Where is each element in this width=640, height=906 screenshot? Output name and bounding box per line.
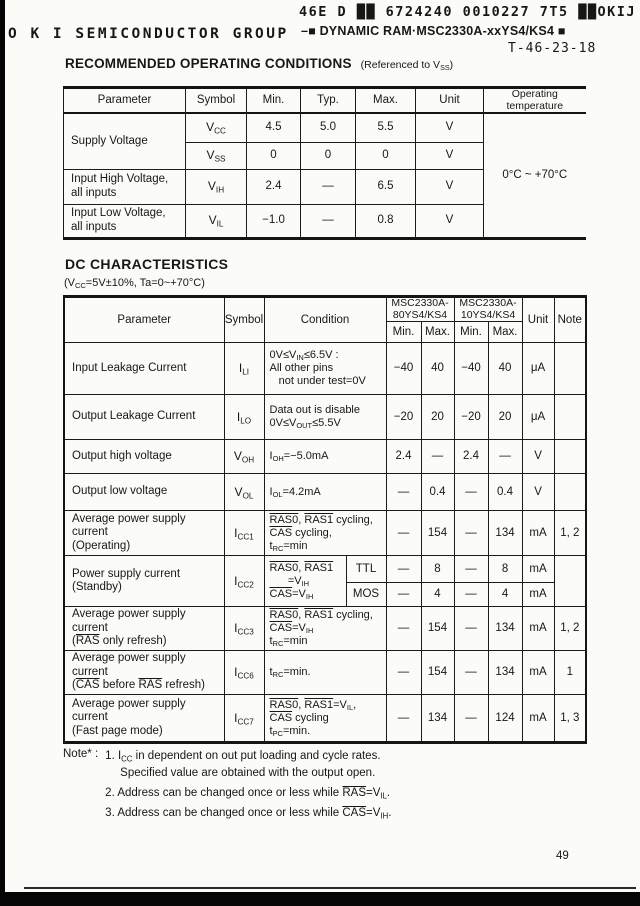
unit-cell: mA xyxy=(522,511,554,556)
unit-cell: μA xyxy=(522,343,554,395)
col-header-typ: Typ. xyxy=(301,88,356,114)
min80-cell: 2.4 xyxy=(386,440,421,474)
symbol-cell: $I_{CC7}$ xyxy=(224,695,264,743)
unit-cell: mA xyxy=(522,607,554,651)
col-header-parameter: Parameter xyxy=(64,88,186,114)
note-item-1-continued: Specified value are obtained with the output open. xyxy=(120,767,376,779)
unit-cell: mA xyxy=(522,695,554,743)
min-cell: −1.0 xyxy=(247,204,301,238)
max10-cell: 134 xyxy=(488,511,522,556)
symbol-cell: $V_{IH}$ xyxy=(186,169,247,204)
col-group-msc2330a-80: MSC2330A- 80YS4/KS4 xyxy=(386,297,454,322)
unit-cell: μA xyxy=(522,395,554,440)
note-cell: 1, 3 xyxy=(554,695,586,743)
unit-cell: mA xyxy=(522,556,554,583)
oki-group-logo-text: O K I SEMICONDUCTOR GROUP xyxy=(8,26,289,42)
max80-cell: 154 xyxy=(421,651,454,695)
col-header-operating-temperature: Operating temperature xyxy=(484,88,586,114)
symbol-cell: $V_{OL}$ xyxy=(224,474,264,511)
condition-cell: RAS0, $RAS1=V_{IL}$, $\overline{CAS}$ cycling $t_{PC}=\min$. xyxy=(264,695,386,743)
min10-cell: — xyxy=(454,511,488,556)
max-cell: 0.8 xyxy=(356,204,416,238)
scan-edge-bottom xyxy=(0,892,640,906)
col-header-max: Max. xyxy=(488,322,522,343)
table-header-row xyxy=(64,88,586,114)
condition-cell: $I_{OH}=-5.0mA$ xyxy=(264,440,386,474)
unit-cell: V xyxy=(522,440,554,474)
symbol-cell: $V_{OH}$ xyxy=(224,440,264,474)
min80-cell: — xyxy=(386,695,421,743)
section-title: RECOMMENDED OPERATING CONDITIONS xyxy=(65,56,352,71)
min10-cell: — xyxy=(454,607,488,651)
operating-temperature-cell: 0°C ~ +70°C xyxy=(484,113,586,238)
min10-cell: — xyxy=(454,556,488,583)
notes-list xyxy=(105,748,391,822)
symbol-cell: $I_{LO}$ xyxy=(224,395,264,440)
max80-cell: 134 xyxy=(421,695,454,743)
row-output-high-voltage xyxy=(64,440,586,474)
max-cell: 5.5 xyxy=(356,113,416,142)
condition-cell: $I_{OL}=4.2mA$ xyxy=(264,474,386,511)
note-cell xyxy=(554,343,586,395)
col-header-min: Min. xyxy=(247,88,301,114)
col-header-min: Min. xyxy=(386,322,421,343)
min80-cell: — xyxy=(386,583,421,607)
mode-cell: MOS xyxy=(346,583,386,607)
table-header-row xyxy=(64,297,586,322)
param-cell: Average power supply current ($\overline{RAS}$ only refresh) xyxy=(64,607,224,651)
max80-cell: 0.4 xyxy=(421,474,454,511)
param-cell: Output low voltage xyxy=(64,474,224,511)
max80-cell: — xyxy=(421,440,454,474)
typ-cell: 0 xyxy=(301,142,356,169)
dc-characteristics-table xyxy=(63,295,587,744)
page-number: 49 xyxy=(556,850,569,862)
note-cell: 1 xyxy=(554,651,586,695)
param-cell: Output Leakage Current xyxy=(64,395,224,440)
note-item-2: 2. Address can be changed once or less while $\overline{RAS}=V_{IL}$. xyxy=(105,787,391,801)
col-group-msc2330a-10: MSC2330A- 10YS4/KS4 xyxy=(454,297,522,322)
condition-cell: RAS0, RAS1 cycling, $\overline{CAS}=V_{IH}$ $t_{RC}=\min$ xyxy=(264,607,386,651)
param-cell: Input High Voltage, all inputs xyxy=(64,169,186,204)
max10-cell: 8 xyxy=(488,556,522,583)
unit-cell: mA xyxy=(522,583,554,607)
param-cell: Average power supply current (Operating) xyxy=(64,511,224,556)
mode-cell: TTL xyxy=(346,556,386,583)
row-cas-before-ras-refresh xyxy=(64,651,586,695)
max80-cell: 4 xyxy=(421,583,454,607)
max-cell: 0 xyxy=(356,142,416,169)
col-header-parameter: Parameter xyxy=(64,297,224,343)
unit-cell: V xyxy=(416,204,484,238)
symbol-cell: $I_{CC1}$ xyxy=(224,511,264,556)
min10-cell: — xyxy=(454,651,488,695)
row-supply-voltage-vcc xyxy=(64,113,586,142)
min10-cell: −20 xyxy=(454,395,488,440)
min-cell: 4.5 xyxy=(247,113,301,142)
max10-cell: — xyxy=(488,440,522,474)
max80-cell: 154 xyxy=(421,607,454,651)
note-cell xyxy=(554,474,586,511)
min10-cell: — xyxy=(454,583,488,607)
row-standby-ttl xyxy=(64,556,586,583)
operating-conditions-table xyxy=(63,86,586,240)
symbol-cell: $I_{CC3}$ xyxy=(224,607,264,651)
note-cell xyxy=(554,440,586,474)
param-cell: Average power supply current (Fast page mode) xyxy=(64,695,224,743)
col-header-max: Max. xyxy=(421,322,454,343)
min80-cell: −40 xyxy=(386,343,421,395)
condition-cell: $t_{RC}=\min$. xyxy=(264,651,386,695)
condition-cell: $0V\le V_{IN}\le 6.5V$ : All other pins not under test=0V xyxy=(264,343,386,395)
condition-cell: Data out is disable $0V\le V_{OUT}\le 5.5V$ xyxy=(264,395,386,440)
typ-cell: — xyxy=(301,169,356,204)
min10-cell: −40 xyxy=(454,343,488,395)
notes-section xyxy=(63,748,391,822)
max-cell: 6.5 xyxy=(356,169,416,204)
col-header-symbol: Symbol xyxy=(224,297,264,343)
min10-cell: — xyxy=(454,474,488,511)
max80-cell: 20 xyxy=(421,395,454,440)
max80-cell: 40 xyxy=(421,343,454,395)
condition-cell: RAS0, RAS1 $=V_{IH}$ $\overline{CAS}=V_{IH}$ xyxy=(264,556,346,607)
note-cell xyxy=(554,556,586,607)
max10-cell: 0.4 xyxy=(488,474,522,511)
symbol-cell: $I_{CC6}$ xyxy=(224,651,264,695)
min-cell: 0 xyxy=(247,142,301,169)
min80-cell: −20 xyxy=(386,395,421,440)
max10-cell: 40 xyxy=(488,343,522,395)
symbol-cell: $I_{LI}$ xyxy=(224,343,264,395)
param-cell: Supply Voltage xyxy=(64,113,186,169)
note-item-1: 1. $I_{CC}$ in dependent on out put loading and cycle rates. xyxy=(105,750,381,764)
min80-cell: — xyxy=(386,511,421,556)
ocr-code-line: 46E D ██ 6724240 0010227 7T5 ██OKIJ xyxy=(299,4,636,20)
max10-cell: 124 xyxy=(488,695,522,743)
row-ras-only-refresh xyxy=(64,607,586,651)
max10-cell: 20 xyxy=(488,395,522,440)
unit-cell: V xyxy=(416,113,484,142)
scan-edge-rule xyxy=(24,887,636,889)
scan-edge-left xyxy=(0,0,5,906)
symbol-cell: $V_{IL}$ xyxy=(186,204,247,238)
product-banner: –■ DYNAMIC RAM·MSC2330A-xxYS4/KS4 ■ xyxy=(301,24,566,38)
min80-cell: — xyxy=(386,556,421,583)
col-header-note: Note xyxy=(554,297,586,343)
row-fast-page-mode xyxy=(64,695,586,743)
row-output-low-voltage xyxy=(64,474,586,511)
symbol-cell: $V_{SS}$ xyxy=(186,142,247,169)
row-input-leakage-current xyxy=(64,343,586,395)
col-header-condition: Condition xyxy=(264,297,386,343)
param-cell: Input Leakage Current xyxy=(64,343,224,395)
note-cell: 1, 2 xyxy=(554,511,586,556)
col-header-min: Min. xyxy=(454,322,488,343)
row-avg-power-operating xyxy=(64,511,586,556)
max10-cell: 134 xyxy=(488,607,522,651)
min80-cell: — xyxy=(386,607,421,651)
note-cell: 1, 2 xyxy=(554,607,586,651)
typ-cell: — xyxy=(301,204,356,238)
min-cell: 2.4 xyxy=(247,169,301,204)
recommended-operating-conditions-heading xyxy=(65,55,453,73)
notes-label: Note* : xyxy=(63,748,99,760)
col-header-unit: Unit xyxy=(522,297,554,343)
unit-cell: V xyxy=(416,169,484,204)
param-cell: Power supply current (Standby) xyxy=(64,556,224,607)
symbol-cell: $V_{CC}$ xyxy=(186,113,247,142)
note-cell xyxy=(554,395,586,440)
dc-characteristics-heading: DC CHARACTERISTICS xyxy=(65,256,229,272)
typ-cell: 5.0 xyxy=(301,113,356,142)
section-subtitle: (Referenced to $V_{SS}$) xyxy=(360,59,454,73)
min80-cell: — xyxy=(386,651,421,695)
col-header-symbol: Symbol xyxy=(186,88,247,114)
col-header-unit: Unit xyxy=(416,88,484,114)
max10-cell: 4 xyxy=(488,583,522,607)
col-header-max: Max. xyxy=(356,88,416,114)
max80-cell: 8 xyxy=(421,556,454,583)
condition-cell: RAS0, RAS1 cycling, $\overline{CAS}$ cycling, $t_{RC}=\min$ xyxy=(264,511,386,556)
doc-code: T-46-23-18 xyxy=(508,41,597,56)
unit-cell: mA xyxy=(522,651,554,695)
max10-cell: 134 xyxy=(488,651,522,695)
param-cell: Output high voltage xyxy=(64,440,224,474)
min80-cell: — xyxy=(386,474,421,511)
note-item-3: 3. Address can be changed once or less while $\overline{CAS}=V_{IH}$. xyxy=(105,807,392,821)
unit-cell: V xyxy=(522,474,554,511)
param-cell: Input Low Voltage, all inputs xyxy=(64,204,186,238)
min10-cell: 2.4 xyxy=(454,440,488,474)
dc-characteristics-conditions: ($V_{CC}=5V\pm 10\%$, Ta=0~+70°C) xyxy=(64,277,205,291)
min10-cell: — xyxy=(454,695,488,743)
row-output-leakage-current xyxy=(64,395,586,440)
param-cell: Average power supply current ($\overline{CAS}$ before $\overline{RAS}$ refresh) xyxy=(64,651,224,695)
unit-cell: V xyxy=(416,142,484,169)
max80-cell: 154 xyxy=(421,511,454,556)
symbol-cell: $I_{CC2}$ xyxy=(224,556,264,607)
